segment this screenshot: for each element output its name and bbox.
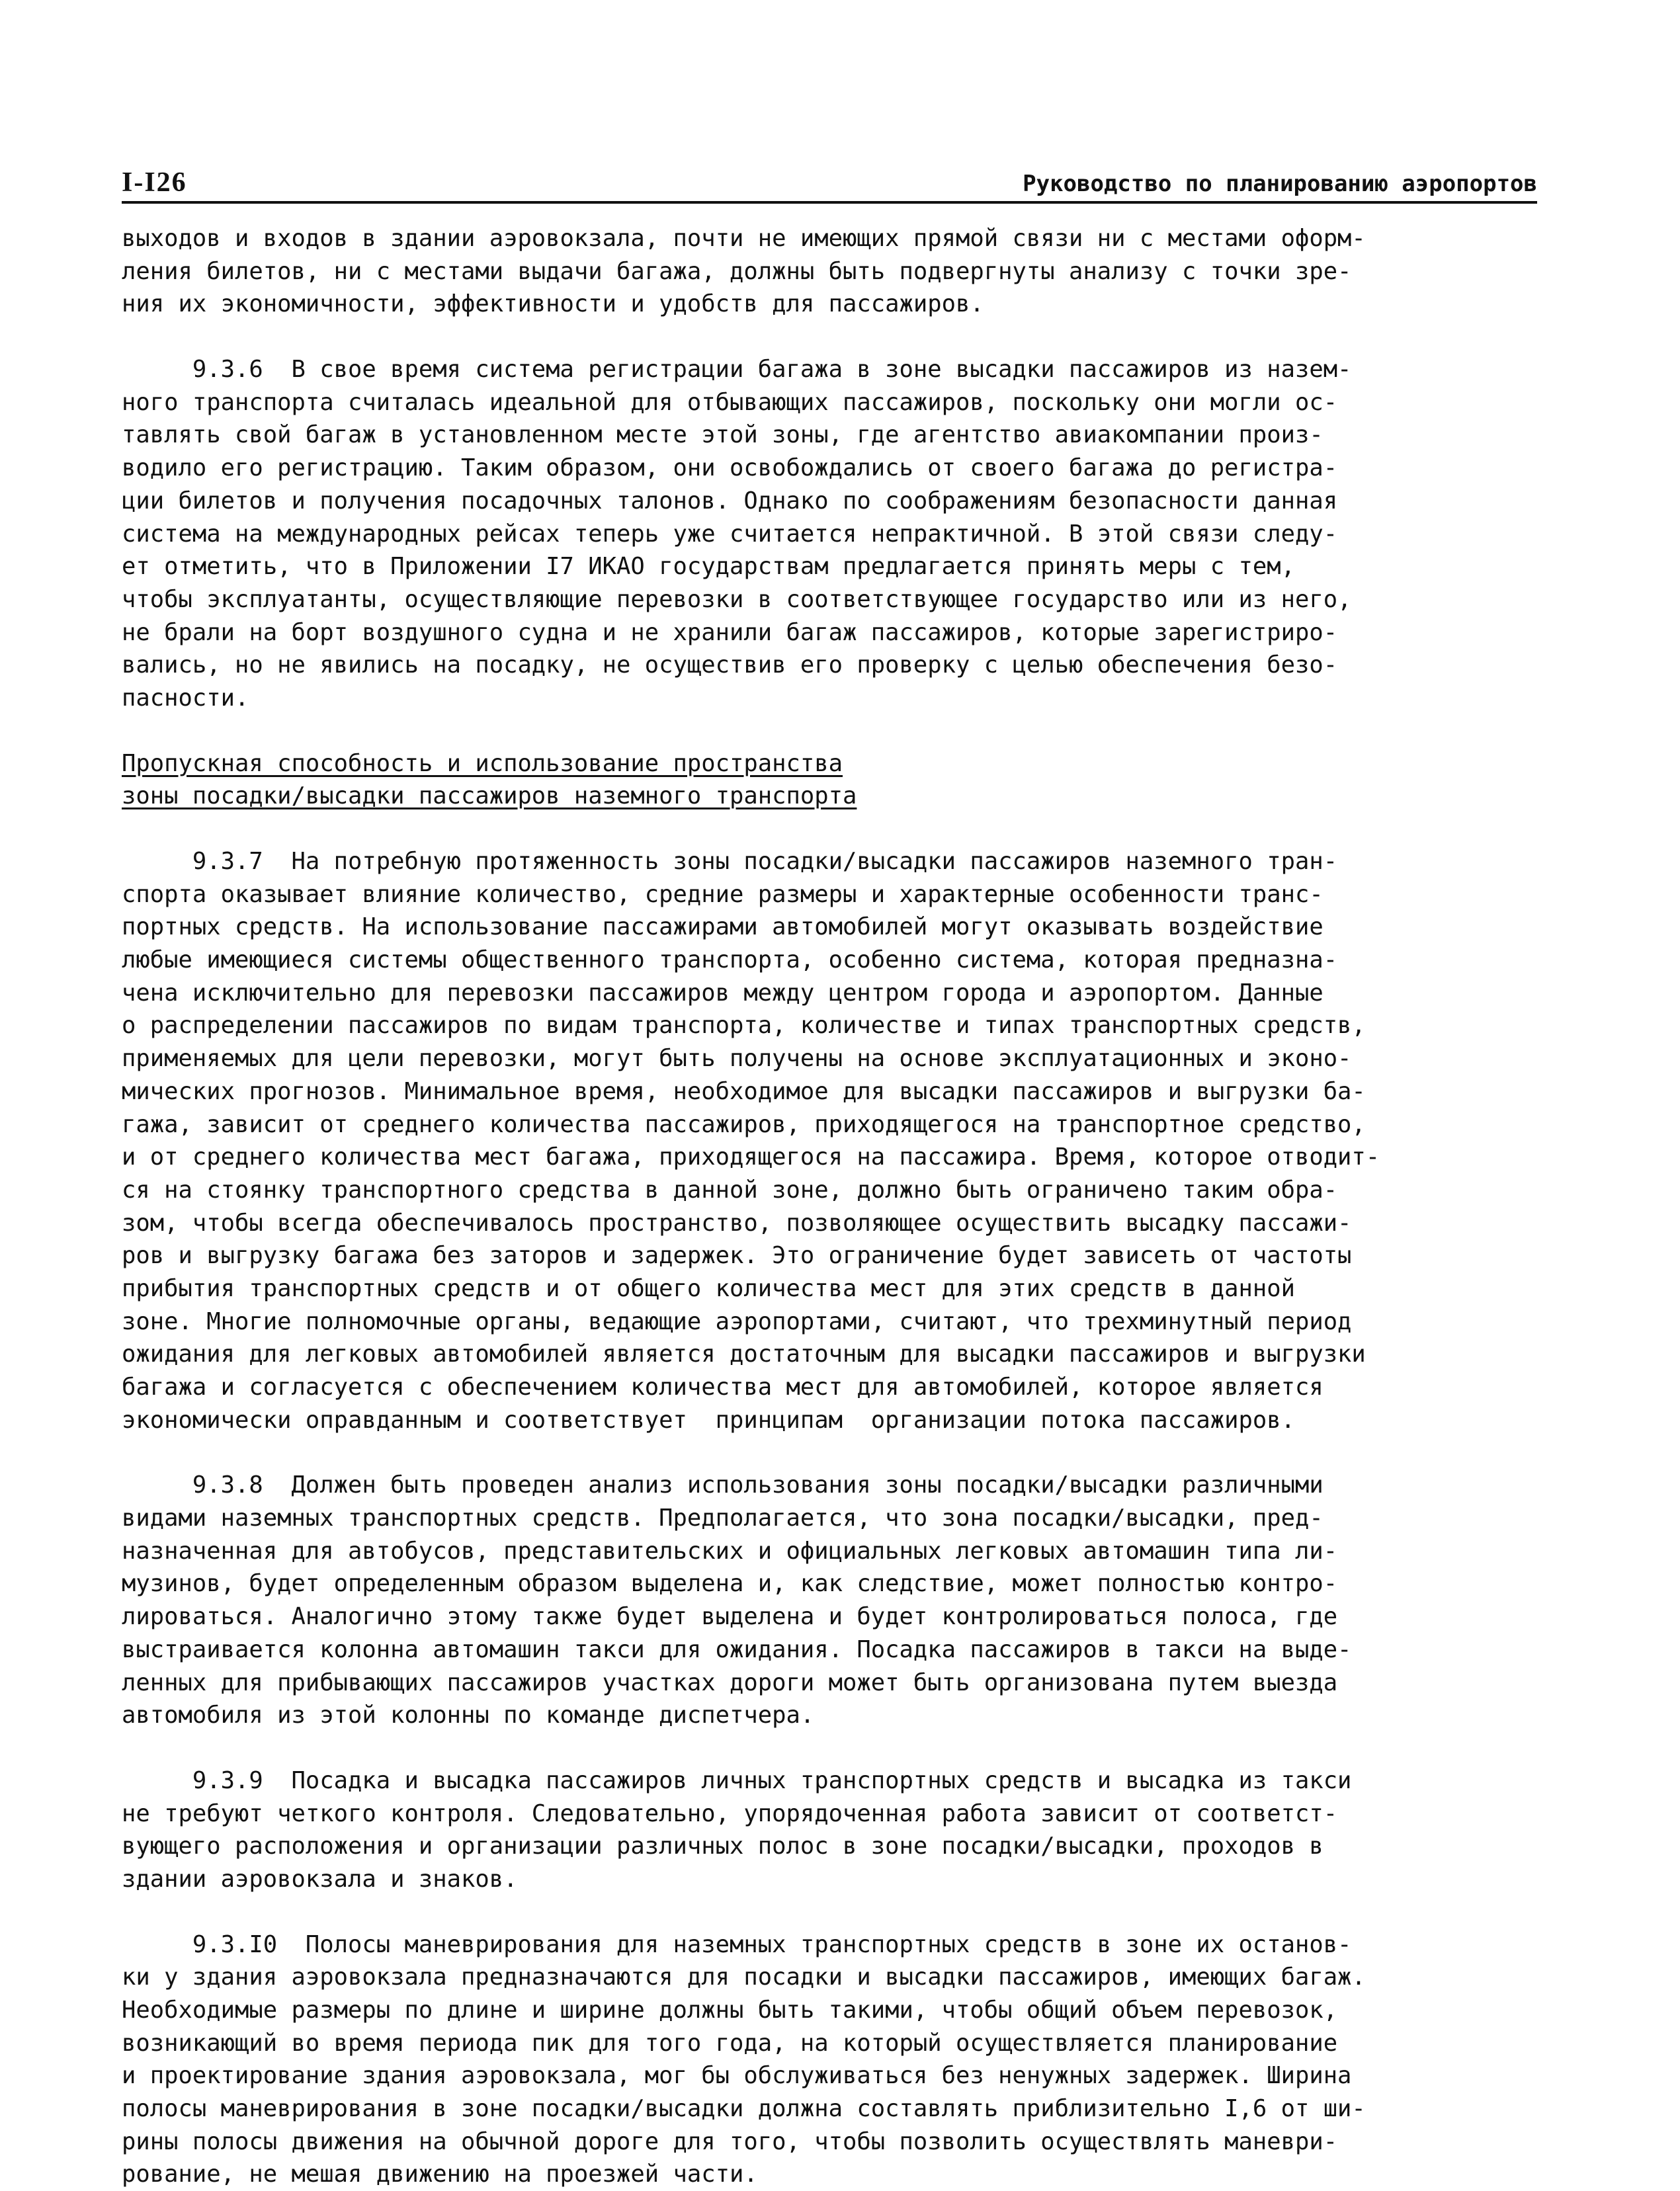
text-line: 9.3.9 Посадка и высадка пассажиров личных транспортных средств и высадка из такси: [122, 1766, 1352, 1794]
text-line: любые имеющиеся системы общественного транспорта, особенно система, которая предназна-: [122, 946, 1338, 974]
text-line: о распределении пассажиров по видам транспорта, количестве и типах транспортных средств,: [122, 1012, 1366, 1040]
text-line: ленных для прибывающих пассажиров участках дороги может быть организована путем выезда: [122, 1669, 1338, 1696]
text-line: не брали на борт воздушного судна и не хранили багаж пассажиров, которые зарегистриро-: [122, 618, 1338, 646]
text-line: видами наземных транспортных средств. Предполагается, что зона посадки/высадки, пред-: [122, 1505, 1323, 1532]
text-line: здании аэровокзала и знаков.: [122, 1865, 518, 1893]
text-line: вующего расположения и организации различных полос в зоне посадки/высадки, проходов в: [122, 1833, 1323, 1860]
text-line: назначенная для автобусов, представительских и официальных легковых автомашин типа ли-: [122, 1537, 1338, 1565]
text-line: гажа, зависит от среднего количества пассажиров, приходящегося на транспортное средство,: [122, 1110, 1366, 1138]
text-line: водило его регистрацию. Таким образом, они освобождались от своего багажа до регистра-: [122, 454, 1338, 482]
body-text: [122, 222, 1544, 2191]
text-line: Необходимые размеры по длине и ширине должны быть такими, чтобы общий объем перевозок,: [122, 1997, 1338, 2024]
text-line: ожидания для легковых автомобилей является достаточным для высадки пассажиров и выгрузки: [122, 1341, 1366, 1368]
paragraph-gap: [122, 715, 1544, 747]
paragraph: [122, 1469, 1544, 1732]
page-number: I-I26: [122, 167, 187, 198]
paragraph: [122, 1928, 1544, 2191]
text-line: 9.3.I0 Полосы маневрирования для наземных транспортных средств в зоне их останов-: [122, 1930, 1352, 1958]
text-line: багажа и согласуется с обеспечением количества мест для автомобилей, которое является: [122, 1374, 1323, 1401]
text-line: рины полосы движения на обычной дороге для того, чтобы позволить осуществлять маневри-: [122, 2128, 1338, 2155]
page-header: [122, 167, 1537, 204]
text-line: прибытия транспортных средств и от общего количества мест для этих средств в данной: [122, 1274, 1295, 1302]
paragraph: [122, 222, 1544, 321]
text-line: выстраивается колонна автомашин такси для ожидания. Посадка пассажиров в такси на выде-: [122, 1635, 1352, 1663]
text-line: система на международных рейсах теперь уже считается непрактичной. В этой связи следу-: [122, 520, 1338, 548]
text-line: и от среднего количества мест багажа, приходящегося на пассажира. Время, которое отводит-: [122, 1143, 1380, 1171]
text-line: ления билетов, ни с местами выдачи багажа, должны быть подвергнуты анализу с точки зре-: [122, 257, 1352, 285]
paragraph-gap: [122, 1436, 1544, 1469]
text-line: рование, не мешая движению на проезжей части.: [122, 2161, 758, 2188]
text-line: ет отметить, что в Приложении I7 ИКАО государствам предлагается принять меры с тем,: [122, 553, 1295, 581]
text-line: применяемых для цели перевозки, могут быть получены на основе эксплуатационных и эконо-: [122, 1045, 1352, 1073]
paragraph-gap: [122, 1732, 1544, 1764]
text-line: 9.3.8 Должен быть проведен анализ использования зоны посадки/высадки различными: [122, 1471, 1323, 1499]
text-line: выходов и входов в здании аэровокзала, почти не имеющих прямой связи ни с местами оформ-: [122, 225, 1366, 252]
text-line: зом, чтобы всегда обеспечивалось пространство, позволяющее осуществить высадку пассажи-: [122, 1209, 1352, 1237]
text-line: и проектирование здания аэровокзала, мог бы обслуживаться без ненужных задержек. Ширина: [122, 2062, 1352, 2090]
text-line: чена исключительно для перевозки пассажиров между центром города и аэропортом. Данные: [122, 979, 1323, 1007]
text-line: ния их экономичности, эффективности и удобств для пассажиров.: [122, 290, 984, 318]
paragraph-gap: [122, 1896, 1544, 1928]
text-line: 9.3.6 В свое время система регистрации багажа в зоне высадки пассажиров из назем-: [122, 356, 1352, 384]
text-line: 9.3.7 На потребную протяженность зоны посадки/высадки пассажиров наземного тран-: [122, 848, 1338, 875]
paragraph: [122, 353, 1544, 715]
text-line: полосы маневрирования в зоне посадки/высадки должна составлять приблизительно I,6 от ши-: [122, 2095, 1366, 2123]
text-line: экономически оправданным и соответствует принципам организации потока пассажиров.: [122, 1406, 1295, 1434]
text-line: вались, но не явились на посадку, не осуществив его проверку с целью обеспечения безо-: [122, 651, 1338, 679]
text-line: ся на стоянку транспортного средства в данной зоне, должно быть ограничено таким обра-: [122, 1176, 1338, 1204]
text-line: лироваться. Аналогично этому также будет выделена и будет контролироваться полоса, где: [122, 1603, 1338, 1631]
text-line: зоне. Многие полномочные органы, ведающие аэропортами, считают, что трехминутный период: [122, 1307, 1352, 1335]
text-line: возникающий во время периода пик для того года, на который осуществляется планирование: [122, 2029, 1338, 2057]
text-line: ров и выгрузку багажа без заторов и задержек. Это ограничение будет зависеть от частоты: [122, 1242, 1352, 1270]
section-heading: [122, 747, 1544, 813]
paragraph: [122, 845, 1544, 1436]
text-line: пасности.: [122, 684, 249, 712]
text-line: ного транспорта считалась идеальной для отбывающих пассажиров, поскольку они могли ос-: [122, 388, 1338, 416]
text-line: портных средств. На использование пассажирами автомобилей могут оказывать воздействие: [122, 913, 1323, 941]
paragraph-gap: [122, 321, 1544, 353]
text-line: автомобиля из этой колонны по команде диспетчера.: [122, 1702, 815, 1729]
paragraph-gap: [122, 813, 1544, 845]
paragraph: [122, 1764, 1544, 1896]
text-line: мических прогнозов. Минимальное время, необходимое для высадки пассажиров и выгрузки ба-: [122, 1077, 1366, 1105]
text-line: музинов, будет определенным образом выделена и, как следствие, может полностью контро-: [122, 1570, 1338, 1598]
document-title: Руководство по планированию аэропортов: [1023, 171, 1537, 197]
heading-line: Пропускная способность и использование пространства: [122, 749, 843, 777]
text-line: спорта оказывает влияние количество, средние размеры и характерные особенности транс-: [122, 880, 1323, 908]
text-line: тавлять свой багаж в установленном месте этой зоны, где агентство авиакомпании произ-: [122, 421, 1323, 449]
text-line: ции билетов и получения посадочных талонов. Однако по соображениям безопасности данная: [122, 487, 1338, 515]
heading-line: зоны посадки/высадки пассажиров наземного транспорта: [122, 782, 857, 810]
text-line: ки у здания аэровокзала предназначаются для посадки и высадки пассажиров, имеющих багаж.: [122, 1964, 1366, 1991]
text-line: чтобы эксплуатанты, осуществляющие перевозки в соответствующее государство или из него,: [122, 585, 1352, 613]
text-line: не требуют четкого контроля. Следовательно, упорядоченная работа зависит от соответст-: [122, 1799, 1338, 1827]
